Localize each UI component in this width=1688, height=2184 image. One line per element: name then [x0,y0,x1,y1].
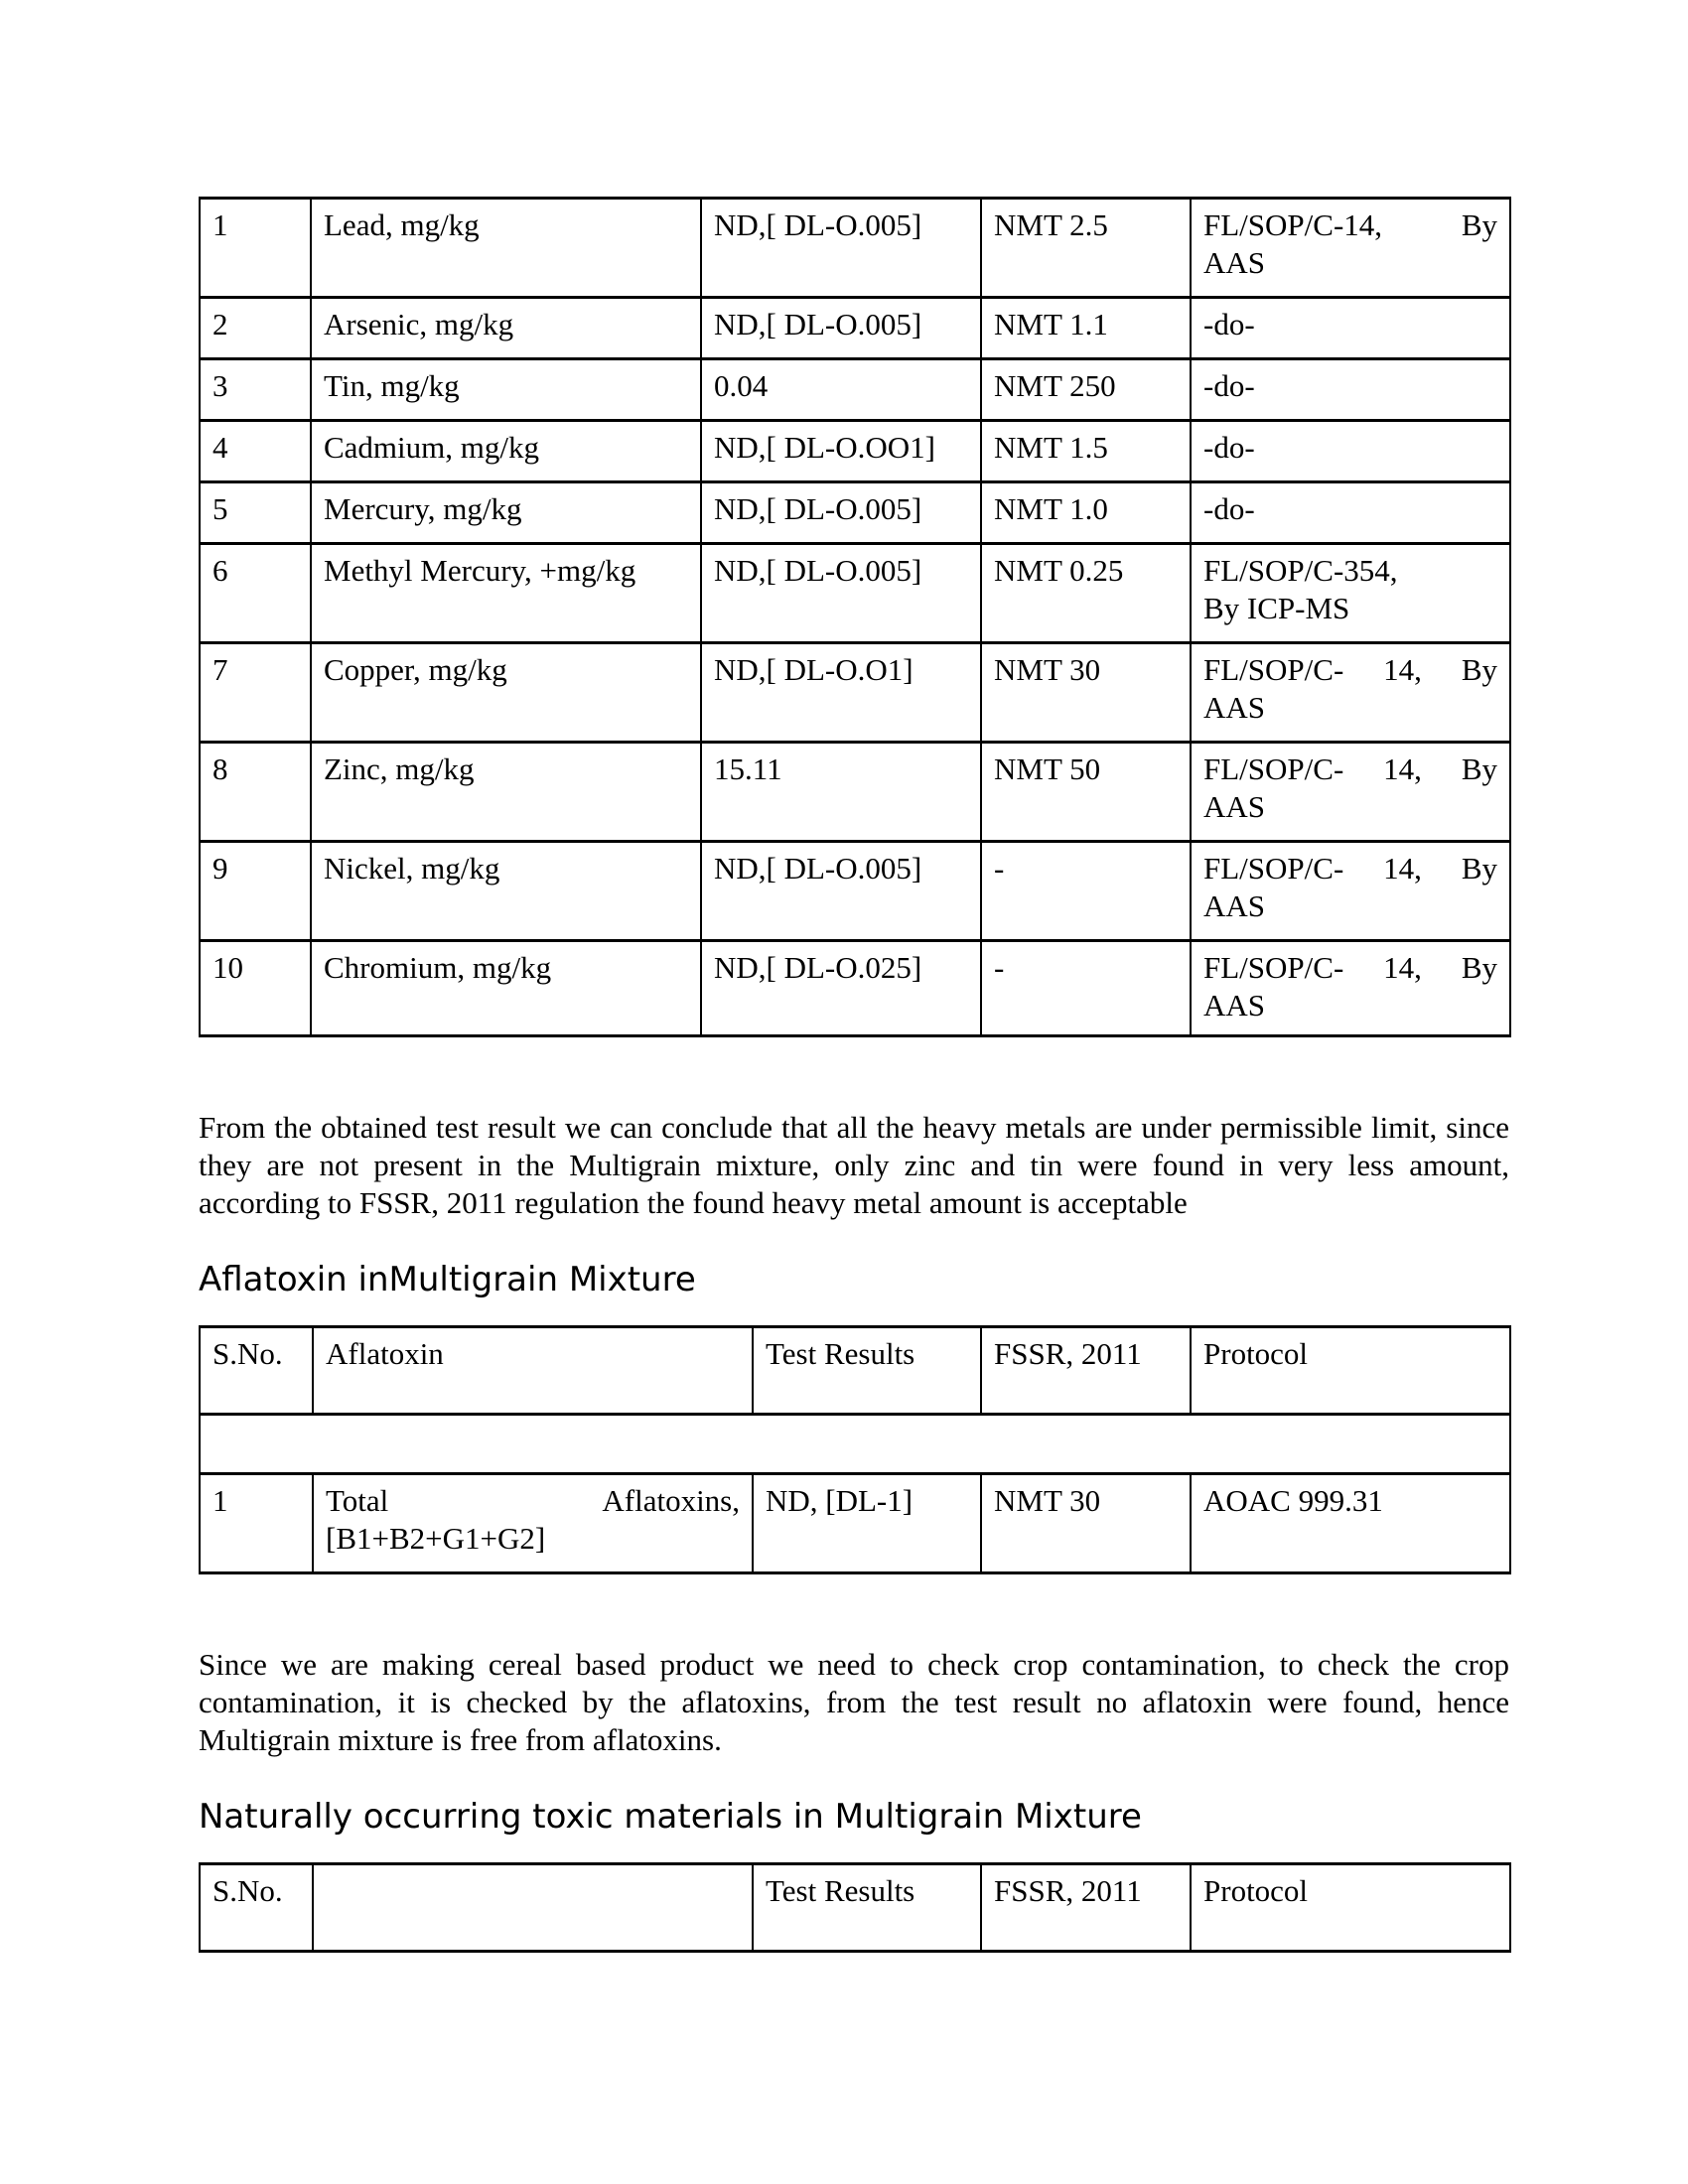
result-cell: ND,[ DL-O.O1] [701,643,981,743]
result-cell: ND,[ DL-O.005] [701,298,981,359]
table-row [200,842,1510,941]
table-row [200,298,1510,359]
limit-cell: NMT 250 [981,359,1191,421]
parameter-cell: Copper, mg/kg [311,643,701,743]
result-cell: ND,[ DL-O.005] [701,842,981,941]
parameter-cell: Zinc, mg/kg [311,743,701,842]
result-cell: ND,[ DL-O.005] [701,199,981,298]
sno-cell: 4 [200,421,311,482]
sno-cell: 2 [200,298,311,359]
empty-row [200,1415,1510,1474]
toxic-materials-table [199,1862,1511,1953]
protocol-cell [1191,298,1510,359]
protocol-line2: By ICP-MS [1203,591,1350,625]
protocol-line2: AAS [1203,245,1266,280]
protocol-cell [1191,643,1510,743]
table-header-row [200,1327,1510,1415]
protocol-line2: AAS [1203,690,1266,725]
limit-cell: NMT 1.5 [981,421,1191,482]
aflatoxin-name-line1: Total Aflatoxins, [326,1483,740,1518]
empty-cell [200,1415,1510,1474]
parameter-cell: Cadmium, mg/kg [311,421,701,482]
limit-cell: NMT 2.5 [981,199,1191,298]
header-test-results: Test Results [753,1327,981,1415]
limit-cell: NMT 0.25 [981,544,1191,643]
table-row [200,359,1510,421]
limit-cell: NMT 30 [981,643,1191,743]
protocol-line1: -do- [1203,430,1255,465]
protocol-cell [1191,359,1510,421]
limit-cell: NMT 1.0 [981,482,1191,544]
sno-cell: 1 [200,1474,313,1573]
parameter-cell: Arsenic, mg/kg [311,298,701,359]
protocol-line1: -do- [1203,307,1255,341]
protocol-cell: AOAC 999.31 [1191,1474,1510,1573]
parameter-cell: Tin, mg/kg [311,359,701,421]
sno-cell: 10 [200,941,311,1036]
protocol-line2: AAS [1203,988,1266,1023]
heading-toxic-materials: Naturally occurring toxic materials in Multigrain Mixture [199,1797,1142,1837]
result-cell: ND,[ DL-O.005] [701,544,981,643]
table-header-row [200,1864,1510,1952]
result-cell: ND,[ DL-O.005] [701,482,981,544]
protocol-line1: -do- [1203,368,1255,403]
protocol-cell [1191,743,1510,842]
sno-cell: 7 [200,643,311,743]
limit-cell: NMT 30 [981,1474,1191,1573]
paragraph-heavy-metals-conclusion: From the obtained test result we can conclude that all the heavy metals are under permissible limit, since they are not present in the Multigrain mixture, only zinc and tin were found in very less amount, according to FSSR, 2011 regulation the found heavy metal amount is acceptable [199,1110,1509,1220]
table-row [200,199,1510,298]
protocol-cell [1191,941,1510,1036]
limit-cell: NMT 1.1 [981,298,1191,359]
table-row [200,544,1510,643]
header-empty [313,1864,753,1952]
table-row [200,421,1510,482]
parameter-cell: Chromium, mg/kg [311,941,701,1036]
protocol-line1: FL/SOP/C- 14, By [1203,751,1497,786]
heavy-metals-table [199,197,1511,1037]
protocol-cell [1191,421,1510,482]
protocol-cell [1191,482,1510,544]
heading-aflatoxin: Aflatoxin inMultigrain Mixture [199,1260,696,1299]
result-cell: ND,[ DL-O.OO1] [701,421,981,482]
aflatoxin-name-line2: [B1+B2+G1+G2] [326,1521,546,1556]
sno-cell: 8 [200,743,311,842]
header-aflatoxin: Aflatoxin [313,1327,753,1415]
parameter-cell: Methyl Mercury, +mg/kg [311,544,701,643]
sno-cell: 6 [200,544,311,643]
result-cell: ND, [DL-1] [753,1474,981,1573]
parameter-cell: Nickel, mg/kg [311,842,701,941]
sno-cell: 9 [200,842,311,941]
sno-cell: 5 [200,482,311,544]
aflatoxin-table [199,1325,1511,1574]
header-fssr: FSSR, 2011 [981,1864,1191,1952]
result-cell: ND,[ DL-O.025] [701,941,981,1036]
protocol-line1: FL/SOP/C-354, [1203,553,1398,588]
table-row [200,941,1510,1036]
protocol-line1: -do- [1203,491,1255,526]
header-protocol: Protocol [1191,1327,1510,1415]
header-sno: S.No. [200,1327,313,1415]
limit-cell: NMT 50 [981,743,1191,842]
protocol-line1: FL/SOP/C- 14, By [1203,950,1497,985]
sno-cell: 3 [200,359,311,421]
header-protocol: Protocol [1191,1864,1510,1952]
sno-cell: 1 [200,199,311,298]
protocol-line1: FL/SOP/C- 14, By [1203,652,1497,687]
result-cell: 15.11 [701,743,981,842]
table-row [200,482,1510,544]
protocol-line2: AAS [1203,789,1266,824]
table-row [200,643,1510,743]
result-cell: 0.04 [701,359,981,421]
parameter-cell: Lead, mg/kg [311,199,701,298]
table-row [200,1474,1510,1573]
paragraph-aflatoxin-conclusion: Since we are making cereal based product we need to check crop contamination, to check the crop contamination, it is checked by the aflatoxins, from the test result no aflatoxin were found, hence Multigrain mixture is free from aflatoxins. [199,1647,1509,1757]
table-row [200,743,1510,842]
protocol-cell [1191,544,1510,643]
limit-cell: - [981,941,1191,1036]
protocol-line1: FL/SOP/C-14, By [1203,207,1497,242]
header-test-results: Test Results [753,1864,981,1952]
protocol-cell [1191,842,1510,941]
header-fssr: FSSR, 2011 [981,1327,1191,1415]
protocol-cell [1191,199,1510,298]
aflatoxin-name-cell [313,1474,753,1573]
protocol-line2: AAS [1203,888,1266,923]
protocol-line1: FL/SOP/C- 14, By [1203,851,1497,886]
header-sno: S.No. [200,1864,313,1952]
parameter-cell: Mercury, mg/kg [311,482,701,544]
limit-cell: - [981,842,1191,941]
